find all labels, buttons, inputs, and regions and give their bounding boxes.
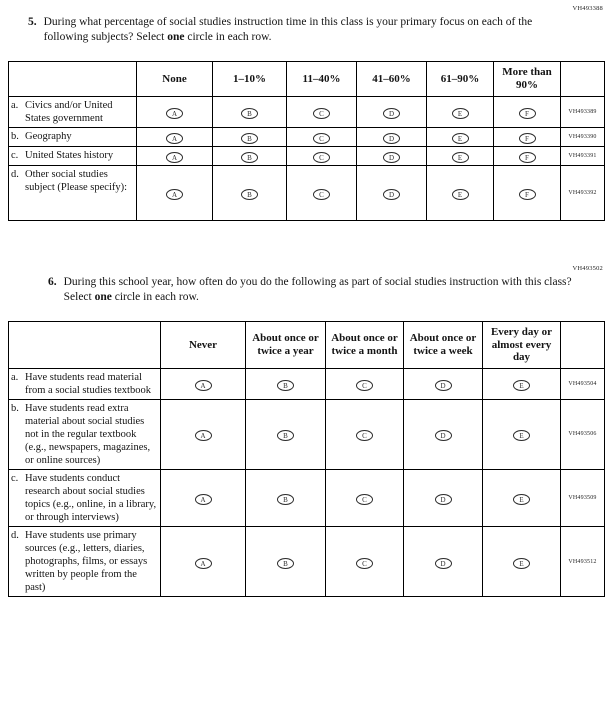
prompt-text: During what percentage of social studies instruction time in this class is your primary focus on each of the following subjects? Select: [43, 16, 533, 44]
q5-row-c: [9, 146, 605, 165]
option-oval[interactable]: C: [356, 494, 373, 505]
row-label: [9, 368, 161, 399]
option-oval[interactable]: C: [356, 558, 373, 569]
row-label: [9, 527, 161, 597]
option-oval[interactable]: E: [452, 189, 469, 200]
blank-header: [561, 62, 605, 96]
option-oval[interactable]: A: [166, 189, 183, 200]
option-oval[interactable]: E: [513, 430, 530, 441]
option-oval[interactable]: A: [195, 430, 212, 441]
q5-header-row: [9, 62, 605, 96]
row-code: VH493509: [561, 470, 605, 527]
row-text: Have students conduct research about social studies topics (e.g., online, in a library, or through interviews): [25, 473, 157, 524]
column-header: 1–10%: [213, 62, 287, 96]
row-code: VH493390: [561, 127, 605, 146]
prompt-bold: one: [167, 31, 185, 44]
question-number: 5.: [28, 16, 37, 28]
option-oval[interactable]: B: [277, 380, 294, 391]
option-oval[interactable]: A: [195, 494, 212, 505]
row-letter: c.: [11, 149, 19, 161]
option-oval[interactable]: D: [435, 558, 452, 569]
option-oval[interactable]: D: [435, 494, 452, 505]
option-oval[interactable]: B: [241, 108, 258, 119]
option-oval[interactable]: B: [241, 133, 258, 144]
row-code: VH493392: [561, 165, 605, 220]
prompt-bold: one: [94, 290, 112, 303]
option-oval[interactable]: D: [435, 430, 452, 441]
option-oval[interactable]: B: [277, 494, 294, 505]
option-oval[interactable]: C: [356, 380, 373, 391]
row-letter: c.: [11, 473, 19, 485]
row-text: Geography: [25, 130, 72, 142]
column-header: About once or twice a month: [326, 322, 404, 369]
row-label: [9, 146, 137, 165]
form-code-q5: VH493388: [572, 5, 603, 12]
row-label: [9, 165, 137, 220]
q5-row-d: [9, 165, 605, 220]
option-oval[interactable]: D: [383, 189, 400, 200]
column-header: 61–90%: [427, 62, 494, 96]
option-oval[interactable]: E: [513, 558, 530, 569]
option-oval[interactable]: A: [166, 133, 183, 144]
row-code: VH493504: [561, 368, 605, 399]
option-oval[interactable]: C: [356, 430, 373, 441]
prompt-text: During this school year, how often do you do the following as part of social studies instruction with this class? Select: [63, 275, 572, 303]
option-oval[interactable]: E: [452, 108, 469, 119]
row-letter: b.: [11, 402, 19, 414]
row-text: Civics and/or United States government: [25, 99, 113, 124]
row-letter: d.: [11, 530, 19, 542]
option-oval[interactable]: B: [241, 152, 258, 163]
question-number: 6.: [48, 275, 57, 288]
row-text: Have students read material from a social studies textbook: [25, 371, 151, 396]
question-5: [8, 5, 605, 221]
row-label: [9, 399, 161, 469]
blank-header: [9, 322, 161, 369]
question-6-prompt: [48, 275, 573, 305]
option-oval[interactable]: C: [313, 133, 330, 144]
row-text: Have students read extra material about social studies not in the regular textbook (e.g., newspapers, magazines, or online sources): [25, 402, 151, 467]
option-oval[interactable]: C: [313, 152, 330, 163]
q6-row-b: [9, 399, 605, 469]
row-text: Other social studies subject (Please specify):: [25, 168, 128, 193]
row-label: [9, 470, 161, 527]
option-oval[interactable]: D: [383, 108, 400, 119]
row-label: [9, 127, 137, 146]
option-oval[interactable]: A: [166, 108, 183, 119]
column-header: Every day or almost every day: [483, 322, 561, 369]
q6-row-a: [9, 368, 605, 399]
option-oval[interactable]: D: [435, 380, 452, 391]
column-header: Never: [161, 322, 246, 369]
column-header: About once or twice a week: [404, 322, 483, 369]
blank-header: [9, 62, 137, 96]
option-oval[interactable]: A: [166, 152, 183, 163]
question-5-prompt: [28, 15, 576, 45]
option-oval[interactable]: A: [195, 380, 212, 391]
row-letter: a.: [11, 99, 19, 111]
question-text: [64, 275, 573, 305]
prompt-text: circle in each row.: [111, 290, 199, 303]
option-oval[interactable]: F: [519, 133, 536, 144]
option-oval[interactable]: F: [519, 189, 536, 200]
row-code: VH493391: [561, 146, 605, 165]
option-oval[interactable]: F: [519, 108, 536, 119]
option-oval[interactable]: B: [277, 430, 294, 441]
column-header: About once or twice a year: [246, 322, 326, 369]
question-text: [44, 15, 576, 45]
option-oval[interactable]: D: [383, 133, 400, 144]
row-code: VH493389: [561, 96, 605, 127]
option-oval[interactable]: B: [241, 189, 258, 200]
column-header: More than 90%: [494, 62, 561, 96]
option-oval[interactable]: E: [513, 380, 530, 391]
question-6: [8, 265, 605, 598]
row-text: Have students use primary sources (e.g., letters, diaries, photographs, films, or essays written by people from the past): [25, 530, 148, 594]
prompt-text: circle in each row.: [184, 31, 272, 44]
row-letter: a.: [11, 371, 19, 383]
q6-header-row: [9, 322, 605, 369]
column-header: 11–40%: [287, 62, 357, 96]
option-oval[interactable]: C: [313, 189, 330, 200]
row-letter: d.: [11, 168, 19, 180]
option-oval[interactable]: F: [519, 152, 536, 163]
option-oval[interactable]: B: [277, 558, 294, 569]
option-oval[interactable]: E: [452, 133, 469, 144]
row-code: VH493512: [561, 527, 605, 597]
option-oval[interactable]: A: [195, 558, 212, 569]
form-code-q6: VH493502: [572, 264, 603, 272]
column-header: 41–60%: [357, 62, 427, 96]
row-letter: b.: [11, 130, 19, 142]
option-oval[interactable]: D: [383, 152, 400, 163]
q5-row-b: [9, 127, 605, 146]
blank-header: [561, 322, 605, 369]
column-header: None: [137, 62, 213, 96]
q5-row-a: [9, 96, 605, 127]
row-text: United States history: [25, 149, 114, 161]
row-label: [9, 96, 137, 127]
q6-row-d: [9, 527, 605, 597]
q6-row-c: [9, 470, 605, 527]
q5-table: [8, 61, 605, 220]
q6-table: [8, 321, 605, 597]
option-oval[interactable]: E: [513, 494, 530, 505]
option-oval[interactable]: C: [313, 108, 330, 119]
option-oval[interactable]: E: [452, 152, 469, 163]
row-code: VH493506: [561, 399, 605, 469]
